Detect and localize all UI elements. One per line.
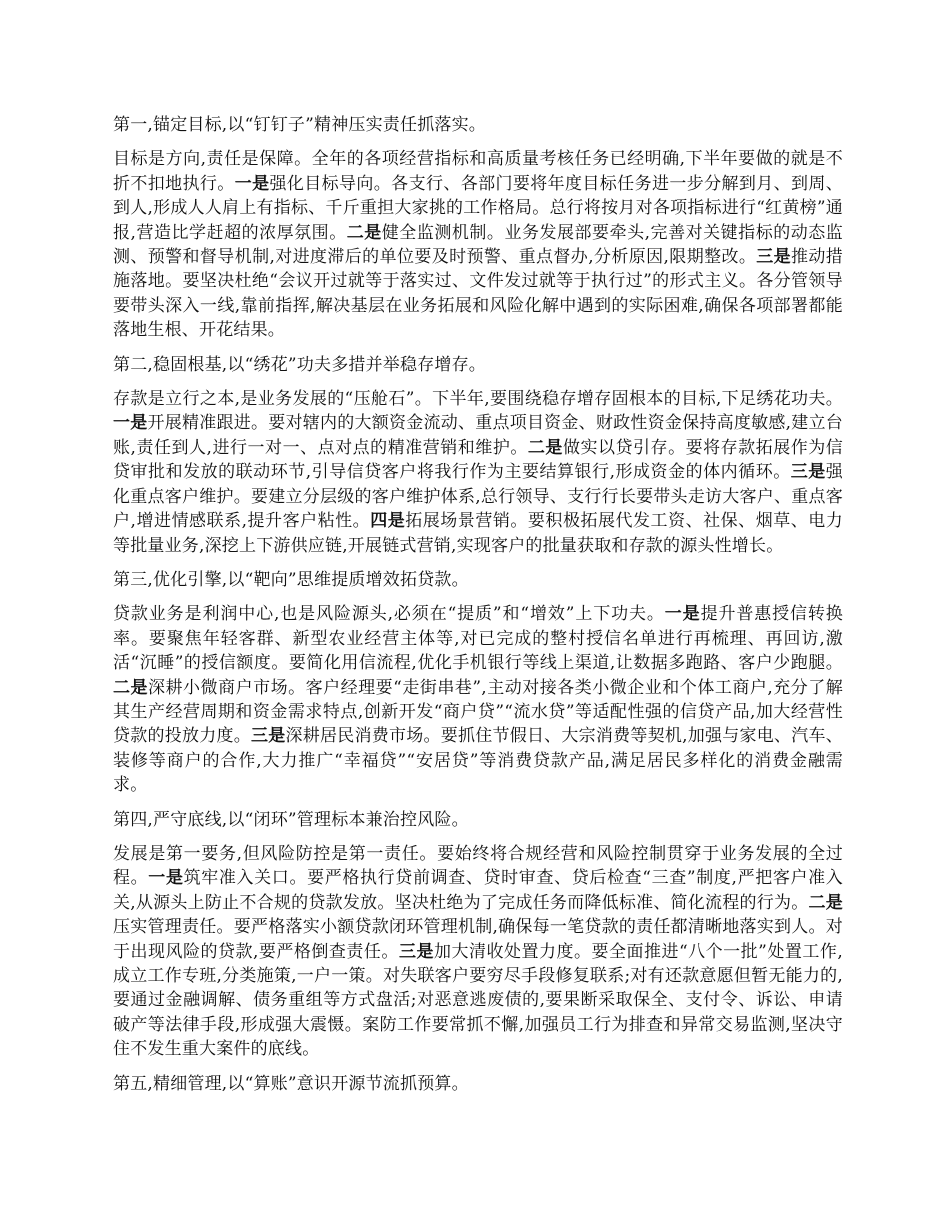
text-run: 强化重点客户维护。要建立分层级的客户维护体系,总行领导、支行行长要带头走访大客户、重点客户,增进情感联系,提升客户粘性。 bbox=[113, 462, 843, 532]
bold-marker: 三是 bbox=[250, 726, 286, 747]
text-run: 压实管理责任。要严格落实小额贷款闭环管理机制,确保每一笔贷款的责任都清晰地落实到人。对于出现风险的贷款,要严格倒查责任。 bbox=[113, 917, 843, 962]
document-page bbox=[113, 113, 843, 1106]
section-3-heading: 第三,优化引擎,以“靶向”思维提质增效拓贷款。 bbox=[113, 569, 469, 590]
text-run: 深耕小微商户市场。客户经理要“走街串巷”,主动对接各类小微企业和个体工商户,充分了解其生产经营周期和资金需求特点,创新开发“商户贷”“流水贷”等适配性强的信贷产品,加大经营性贷款的投放力度。 bbox=[113, 677, 843, 747]
text-run: 拓展场景营销。要积极拓展代发工资、社保、烟草、电力等批量业务,深挖上下游供应链,开展链式营销,实现客户的批量获取和存款的源头性增长。 bbox=[113, 511, 843, 556]
text-run: 强化目标导向。各支行、各部门要将年度目标任务进一步分解到月、到周、到人,形成人人肩上有指标、千斤重担大家挑的工作格局。总行将按月对各项指标进行“红黄榜”通报,营造比学赶超的浓厚氛围。 bbox=[113, 173, 843, 243]
bold-marker: 三是 bbox=[790, 462, 826, 483]
text-run: 提升普惠授信转换率。要聚焦年轻客群、新型农业经营主体等,对已完成的整村授信名单进行再梳理、再回访,激活“沉睡”的授信额度。要简化用信流程,优化手机银行等线上渠道,让数据多跑路、客户少跑腿。 bbox=[113, 604, 843, 674]
text-run: 开展精准跟进。要对辖内的大额资金流动、重点项目资金、财政性资金保持高度敏感,建立台账,责任到人,进行一对一、点对点的精准营销和维护。 bbox=[113, 413, 843, 458]
bold-marker: 三是 bbox=[756, 247, 792, 268]
bold-marker: 二是 bbox=[527, 437, 563, 458]
section-4-body bbox=[113, 842, 843, 1062]
text-run: 深耕居民消费市场。要抓住节假日、大宗消费等契机,加强与家电、汽车、装修等商户的合作,大力推广“幸福贷”“安居贷”等消费贷款产品,满足居民多样化的消费金融需求。 bbox=[113, 726, 843, 796]
bold-marker: 三是 bbox=[398, 941, 434, 962]
bold-marker: 一是 bbox=[664, 604, 701, 625]
text-run: 存款是立行之本,是业务发展的“压舱石”。下半年,要围绕稳存增存固根本的目标,下足绣花功夫。 bbox=[113, 389, 843, 410]
text-run: 做实以贷引存。要将存款拓展作为信贷审批和发放的联动环节,引导信贷客户将我行作为主要结算银行,形成资金的体内循环。 bbox=[113, 437, 843, 483]
section-2-body bbox=[113, 387, 843, 558]
bold-marker: 二是 bbox=[808, 892, 843, 913]
text-run: 目标是方向,责任是保障。全年的各项经营指标和高质量考核任务已经明确,下半年要做的就是不折不扣地执行。 bbox=[113, 149, 843, 194]
bold-marker: 四是 bbox=[370, 511, 406, 532]
text-run: 发展是第一要务,但风险防控是第一责任。要始终将合规经营和风险控制贯穿于业务发展的全过程。 bbox=[113, 843, 843, 889]
section-4-heading: 第四,严守底线,以“闭环”管理标本兼治控风险。 bbox=[113, 809, 469, 830]
bold-marker: 一是 bbox=[148, 868, 184, 889]
text-run: 加大清收处置力度。要全面推进“八个一批”处置工作,成立工作专班,分类施策,一户一策。对失联客户要穷尽手段修复联系;对有还款意愿但暂无能力的,要通过金融调解、债务重组等方式盘活;对恶意逃废债的,要果断采取保全、支付令、诉讼、申请破产等法律手段,形成强大震慑。案防工作要常抓不懈,加强员工行为排查和异常交易监测,坚决守住不发生重大案件的底线。 bbox=[113, 941, 843, 1060]
section-3-body bbox=[113, 602, 843, 797]
section-1-heading: 第一,锚定目标,以“钉钉子”精神压实责任抓落实。 bbox=[113, 115, 486, 135]
bold-marker: 二是 bbox=[113, 677, 149, 698]
bold-marker: 二是 bbox=[346, 222, 382, 243]
text-run: 筑牢准入关口。要严格执行贷前调查、贷时审查、贷后检查“三查”制度,严把客户准入关,从源头上防止不合规的贷款发放。坚决杜绝为了完成任务而降低标准、简化流程的行为。 bbox=[113, 868, 844, 913]
text-run: 推动措施落地。要坚决杜绝“会议开过就等于落实过、文件发过就等于执行过”的形式主义。各分管领导要带头深入一线,靠前指挥,解决基层在业务拓展和风险化解中遇到的实际困难,确保各项部署都能落地生根、开花结果。 bbox=[113, 247, 844, 341]
section-2-heading: 第二,稳固根基,以“绣花”功夫多措并举稳存增存。 bbox=[113, 354, 486, 375]
bold-marker: 一是 bbox=[113, 413, 148, 434]
section-1-body bbox=[113, 147, 843, 342]
text-run: 贷款业务是利润中心,也是风险源头,必须在“提质”和“增效”上下功夫。 bbox=[113, 604, 665, 625]
section-5-heading: 第五,精细管理,以“算账”意识开源节流抓预算。 bbox=[113, 1073, 469, 1094]
text-run: 健全监测机制。业务发展部要牵头,完善对关键指标的动态监测、预警和督导机制,对进度滞后的单位要及时预警、重点督办,分析原因,限期整改。 bbox=[113, 222, 843, 268]
bold-marker: 一是 bbox=[234, 173, 270, 194]
